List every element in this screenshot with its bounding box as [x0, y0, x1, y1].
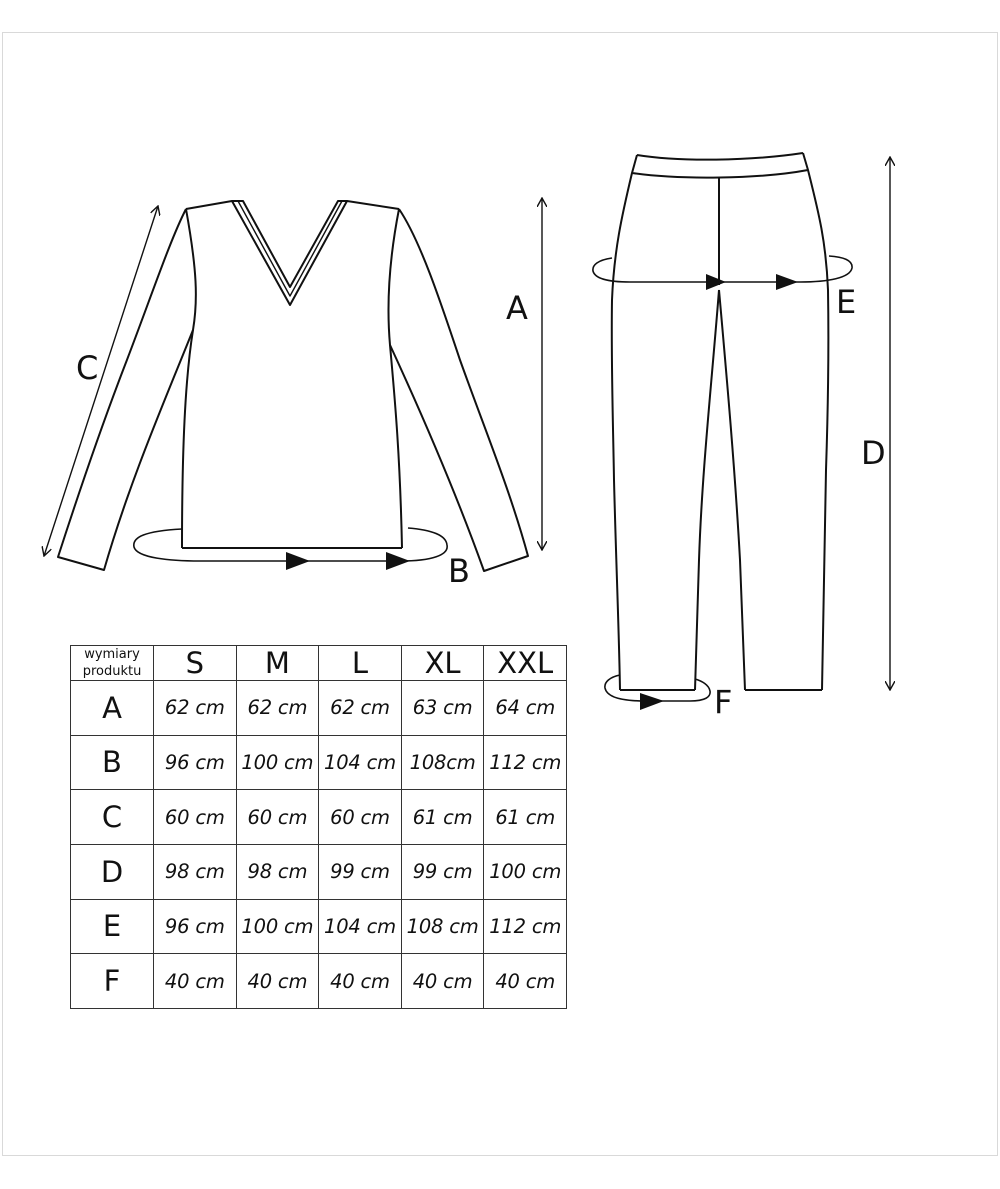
table-cell: 61 cm — [484, 790, 567, 845]
table-cell: 96 cm — [154, 899, 237, 954]
row-key: E — [71, 899, 154, 954]
measure-line-c — [44, 206, 158, 556]
table-cell: 40 cm — [401, 954, 484, 1009]
table-cell: 40 cm — [154, 954, 237, 1009]
table-row-f — [71, 954, 567, 1009]
table-cell: 40 cm — [319, 954, 402, 1009]
table-cell: 63 cm — [401, 681, 484, 736]
arrow-e-1 — [706, 274, 726, 290]
table-cell: 64 cm — [484, 681, 567, 736]
arrow-b-2 — [386, 552, 410, 570]
sweater-drawing — [58, 201, 528, 571]
table-cell: 40 cm — [236, 954, 319, 1009]
table-cell: 96 cm — [154, 735, 237, 790]
table-cell: 60 cm — [154, 790, 237, 845]
trousers-drawing — [612, 153, 829, 690]
table-cell: 112 cm — [484, 735, 567, 790]
table-cell: 99 cm — [319, 844, 402, 899]
row-key: D — [71, 844, 154, 899]
table-cell: 61 cm — [401, 790, 484, 845]
row-key: C — [71, 790, 154, 845]
table-cell: 62 cm — [154, 681, 237, 736]
label-a: A — [506, 289, 528, 327]
arrow-e-2 — [776, 274, 798, 290]
row-key: B — [71, 735, 154, 790]
size-header-m: M — [236, 646, 319, 681]
table-cell: 104 cm — [319, 735, 402, 790]
size-header-row — [71, 646, 567, 681]
table-cell: 104 cm — [319, 899, 402, 954]
table-row-e — [71, 899, 567, 954]
label-e: E — [836, 283, 857, 321]
size-table — [70, 645, 567, 1009]
corner-line-2: produktu — [82, 664, 142, 679]
table-cell: 99 cm — [401, 844, 484, 899]
corner-line-1: wymiary — [84, 647, 140, 662]
label-b: B — [448, 552, 470, 590]
table-cell: 62 cm — [236, 681, 319, 736]
table-cell: 98 cm — [236, 844, 319, 899]
table-corner-header — [71, 646, 154, 681]
table-cell: 60 cm — [236, 790, 319, 845]
arrow-b-1 — [286, 552, 310, 570]
label-f: F — [714, 683, 733, 721]
size-header-s: S — [154, 646, 237, 681]
label-c: C — [76, 349, 99, 387]
measure-loop-e — [593, 256, 852, 282]
table-cell: 40 cm — [484, 954, 567, 1009]
size-header-xl: XL — [401, 646, 484, 681]
label-d: D — [861, 434, 886, 472]
table-cell: 100 cm — [484, 844, 567, 899]
table-row-a — [71, 681, 567, 736]
table-cell: 98 cm — [154, 844, 237, 899]
size-header-xxl: XXL — [484, 646, 567, 681]
table-cell: 112 cm — [484, 899, 567, 954]
table-cell: 100 cm — [236, 735, 319, 790]
arrow-f — [640, 693, 664, 710]
table-cell: 108 cm — [401, 899, 484, 954]
table-cell: 60 cm — [319, 790, 402, 845]
table-cell: 100 cm — [236, 899, 319, 954]
table-row-d — [71, 844, 567, 899]
table-cell: 108cm — [401, 735, 484, 790]
table-row-b — [71, 735, 567, 790]
table-row-c — [71, 790, 567, 845]
row-key: F — [71, 954, 154, 1009]
row-key: A — [71, 681, 154, 736]
size-header-l: L — [319, 646, 402, 681]
table-cell: 62 cm — [319, 681, 402, 736]
